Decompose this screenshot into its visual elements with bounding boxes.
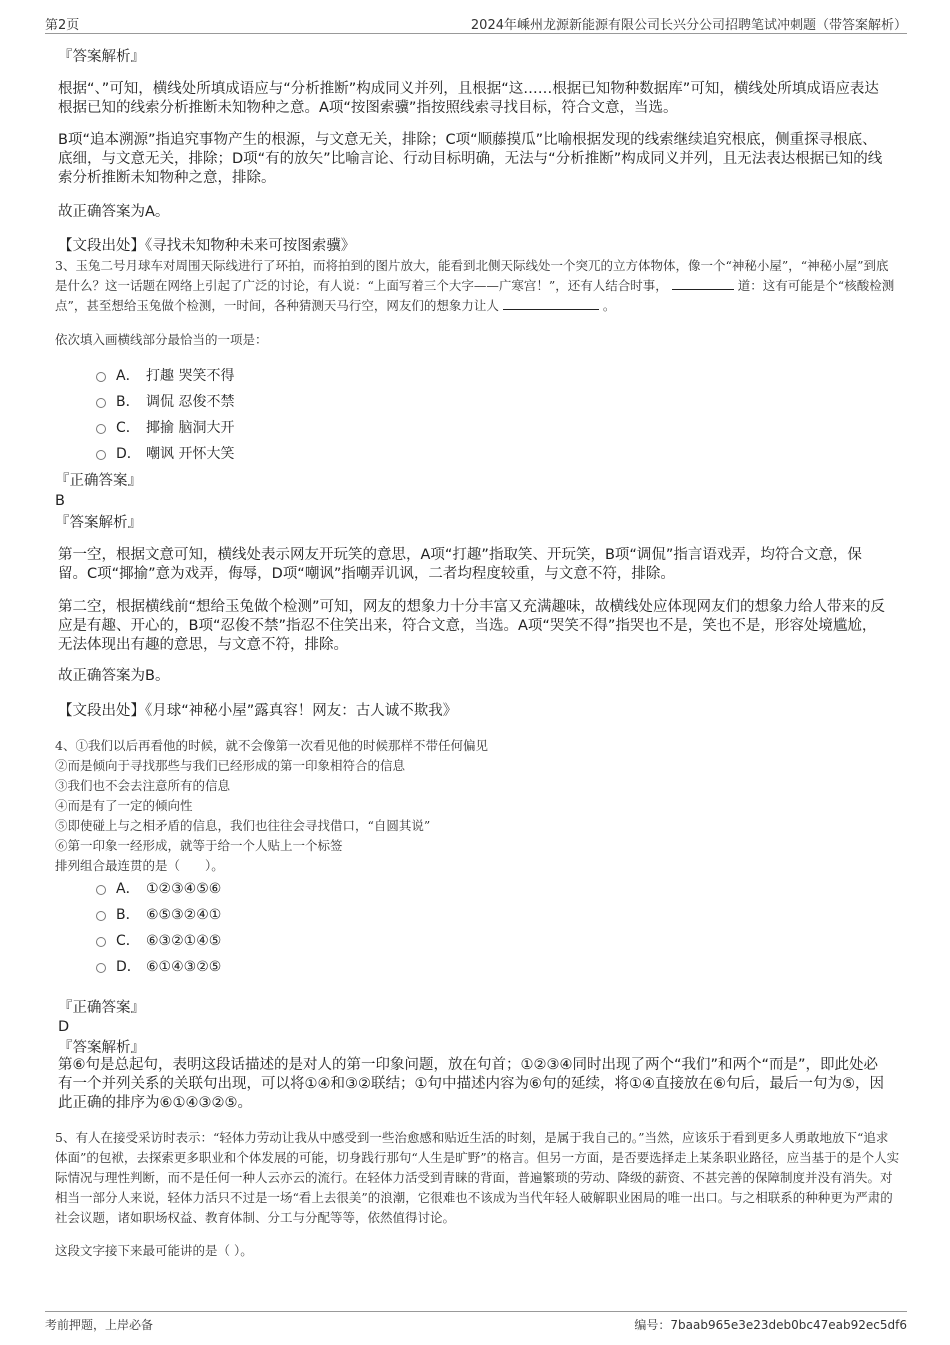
- option-d[interactable]: D． 嘲讽 开怀大笑: [96, 444, 234, 464]
- question-stem: [55, 256, 900, 316]
- statement-line: 4、①我们以后再看他的时候，就不会像第一次看见他的时候那样不带任何偏见: [55, 738, 488, 753]
- source-citation: 【文段出处】《寻找未知物种未来可按图索骥》: [58, 238, 356, 254]
- header-divider: [45, 33, 907, 34]
- analysis-paragraph: 第二空，根据横线前“想给玉兔做个检测”可知，网友的想象力十分丰富又充满趣味，故横线处应体现网友们的想象力给人带来的反应是有趣、开心的，B项“忍俊不禁”指忍不住笑出来，符合文意，当选。A项“哭笑不得”指哭也不是，笑也不是，形容处境尴尬，无法体现出有趣的意思，与文意不符，排除。: [58, 599, 886, 653]
- radio-icon[interactable]: [96, 398, 106, 408]
- option-d[interactable]: D． ⑥①④③②⑤: [96, 957, 221, 977]
- document-title: 2024年嵊州龙源新能源有限公司长兴分公司招聘笔试冲刺题（带答案解析）: [470, 18, 907, 33]
- analysis-heading: 『答案解析』: [58, 49, 145, 65]
- analysis-conclusion: 故正确答案为B。: [58, 668, 170, 684]
- answer-heading: 『正确答案』: [55, 473, 142, 489]
- question-stem: 5、有人在接受采访时表示：“轻体力劳动让我从中感受到一些治愈感和贴近生活的时刻，是属于我自己的。”当然，应该乐于看到更多人勇敢地放下“追求体面”的包袱，去探索更多职业和个体发展的可能，切身践行那句“人生是旷野”的格言。但另一方面，是否要选择走上某条职业路径，应当基于的是个人实际情况与理性判断，而不是任何一种人云亦云的流行。在轻体力活受到青睐的背面，普遍繁琐的劳动、降级的薪资、不甚完善的保障制度并没有消失。对相当一部分人来说，轻体力活只不过是一场“看上去很美”的浪潮，它很难也不该成为当代年轻人破解职业困局的唯一出口。与之相联系的种种更为严肃的社会议题，诸如职场权益、教育体制、分工与分配等等，依然值得讨论。: [55, 1130, 900, 1225]
- option-c[interactable]: C． ⑥③②①④⑤: [96, 931, 221, 951]
- statement-line: ⑥第一印象一经形成，就等于给一个人贴上一个标签: [55, 838, 343, 853]
- question-prompt: 排列组合最连贯的是（ ）。: [55, 858, 224, 873]
- footer-divider: [45, 1311, 907, 1312]
- option-a[interactable]: A． ①②③④⑤⑥: [96, 879, 221, 899]
- source-citation: 【文段出处】《月球“神秘小屋”露真容！网友：古人诚不欺我》: [58, 703, 458, 719]
- stem-text: 。: [602, 298, 616, 313]
- analysis-paragraph: 第⑥句是总起句，表明这段话描述的是对人的第一印象问题，放在句首；①②③④同时出现了两个“我们”和两个“而是”，即此处必有一个并列关系的关联句出现，可以将①④和③②联结；①句中描述内容为⑥句的延续，将①④直接放在⑥句后，最后一句为⑤，因此正确的排序为⑥①④③②⑤。: [58, 1057, 884, 1111]
- answer-heading: 『正确答案』: [58, 1000, 145, 1016]
- correct-answer: D: [58, 1019, 70, 1035]
- radio-icon[interactable]: [96, 372, 106, 382]
- analysis-conclusion: 故正确答案为A。: [58, 204, 170, 220]
- question-prompt: 依次填入画横线部分最恰当的一项是：: [55, 332, 268, 347]
- option-a[interactable]: A． 打趣 哭笑不得: [96, 366, 234, 386]
- analysis-paragraph: 根据“、”可知，横线处所填成语应与“分析推断”构成同义并列，且根据“这……根据已知物种数据库”可知，横线处所填成语应表达根据已知的线索分析推断未知物种之意。A项“按图索骥”指按照线索寻找目标，符合文意，当选。: [58, 81, 879, 116]
- statement-line: ④而是有了一定的倾向性: [55, 798, 193, 813]
- statement-line: ⑤即使碰上与之相矛盾的信息，我们也往往会寻找借口，“自圆其说”: [55, 818, 431, 833]
- radio-icon[interactable]: [96, 911, 106, 921]
- radio-icon[interactable]: [96, 450, 106, 460]
- stem-text: 道：这有可能是个“核酸检测点”，甚至想给玉兔做个检测，一时间，各种猜测天马行空，网友们的想象力让人: [55, 278, 895, 313]
- document-id: 编号：7baab965e3e23deb0bc47eab92ec5df6: [634, 1318, 907, 1332]
- analysis-heading: 『答案解析』: [58, 1040, 145, 1056]
- radio-icon[interactable]: [96, 937, 106, 947]
- radio-icon[interactable]: [96, 963, 106, 973]
- question-prompt: 这段文字接下来最可能讲的是（ ）。: [55, 1243, 253, 1258]
- statement-line: ②而是倾向于寻找那些与我们已经形成的第一印象相符合的信息: [55, 758, 406, 773]
- analysis-paragraph: B项“追本溯源”指追究事物产生的根源，与文意无关，排除；C项“顺藤摸瓜”比喻根据发现的线索继续追究根底，侧重探寻根底、底细，与文意无关，排除；D项“有的放矢”比喻言论、行动目标明确，无法与“分析推断”构成同义并列，且无法表达根据已知的线索分析推断未知物种之意，排除。: [58, 132, 883, 186]
- answer-blank: [503, 297, 599, 310]
- footer-slogan: 考前押题，上岸必备: [45, 1318, 154, 1332]
- statement-line: ③我们也不会去注意所有的信息: [55, 778, 231, 793]
- option-b[interactable]: B． ⑥⑤③②④①: [96, 905, 221, 925]
- option-c[interactable]: C． 揶揄 脑洞大开: [96, 418, 234, 438]
- page-number: 第2页: [45, 18, 80, 33]
- radio-icon[interactable]: [96, 885, 106, 895]
- option-b[interactable]: B． 调侃 忍俊不禁: [96, 392, 234, 412]
- analysis-heading: 『答案解析』: [55, 515, 142, 531]
- analysis-paragraph: 第一空，根据文意可知，横线处表示网友开玩笑的意思，A项“打趣”指取笑、开玩笑，B项“调侃”指言语戏弄，均符合文意，保留。C项“揶揄”意为戏弄，侮辱，D项“嘲讽”指嘲弄讥讽，二者均程度较重，与文意不符，排除。: [58, 547, 862, 582]
- radio-icon[interactable]: [96, 424, 106, 434]
- correct-answer: B: [55, 493, 65, 509]
- stem-text: 3、玉兔二号月球车对周围天际线进行了环拍，而将拍到的图片放大，能看到北侧天际线处一个突兀的立方体物体，像一个“神秘小屋”，“神秘小屋”到底是什么？这一话题在网络上引起了广泛的讨论，有人说：“上面写着三个大字——广寒宫！”，还有人结合时事，: [55, 258, 889, 293]
- answer-blank: [672, 277, 734, 290]
